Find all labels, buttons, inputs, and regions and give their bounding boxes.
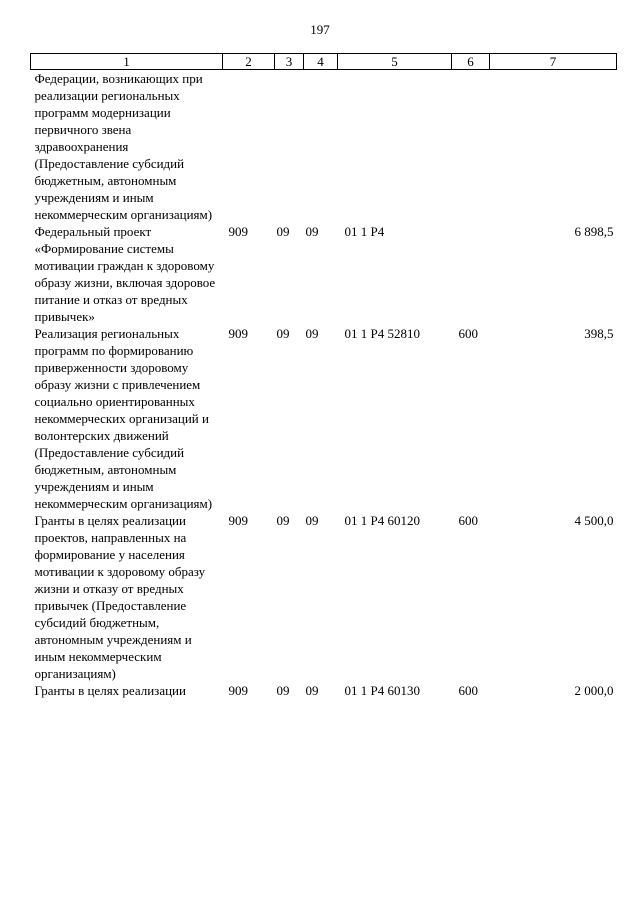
amount-cell (490, 70, 617, 224)
target-code-cell: 01 1 Р4 60130 (344, 683, 420, 698)
amount-cell: 4 500,0 (574, 513, 614, 528)
target-code-cell (338, 70, 452, 224)
subsection-code-cell: 09 (305, 326, 319, 341)
expense-type-cell (452, 223, 490, 325)
ministry-code-cell (223, 70, 275, 224)
row-name-cell: Гранты в целях реализации (34, 683, 186, 698)
header-cell-6: 6 (452, 54, 490, 70)
header-cell-2: 2 (223, 54, 275, 70)
section-code-cell: 09 (276, 513, 290, 528)
expense-type-cell: 600 (458, 683, 478, 698)
section-code-cell: 09 (276, 683, 290, 698)
header-cell-3: 3 (275, 54, 304, 70)
header-cell-7: 7 (490, 54, 617, 70)
expense-type-cell: 600 (458, 326, 478, 341)
row-name-cell: Федеральный проект «Формирование системы мотивации граждан к здоровому образу жизни, включая здоровое питание и отказ от вредных привычек» (34, 224, 216, 324)
target-code-cell: 01 1 Р4 60120 (344, 513, 420, 528)
ministry-code-cell: 909 (228, 224, 248, 239)
header-cell-5: 5 (338, 54, 452, 70)
table-row (31, 70, 617, 224)
section-code-cell (275, 70, 304, 224)
ministry-code-cell: 909 (228, 326, 248, 341)
ministry-code-cell: 909 (228, 683, 248, 698)
section-code-cell: 09 (276, 326, 290, 341)
ministry-code-cell: 909 (228, 513, 248, 528)
expense-type-cell (452, 70, 490, 224)
subsection-code-cell: 09 (305, 683, 319, 698)
row-name-cell: Гранты в целях реализации проектов, направленных на формирование у населения мотивации к здоровому образу жизни и отказу от вредных привычек (Предоставление субсидий бюджетным, автономным учреждениям и иным некоммерческим организациям) (34, 513, 206, 681)
row-name-cell: Реализация региональных программ по формированию приверженности здоровому образу жизни с привлечением социально ориентированных некоммерческих организаций и волонтерских движений (Предоставление субсидий бюджетным, автономным учреждениям и иным некоммерческим организациям) (34, 326, 213, 511)
header-cell-4: 4 (304, 54, 338, 70)
table-row (31, 223, 617, 325)
target-code-cell: 01 1 Р4 52810 (344, 326, 420, 341)
row-name-cell: Федерации, возникающих при реализации региональных программ модернизации первичного звена здравоохранения (Предоставление субсидий бюджетным, автономным учреждениям и иным некоммерческим организациям) (34, 71, 213, 222)
header-row (31, 54, 617, 70)
section-code-cell: 09 (276, 224, 290, 239)
header-cell-1: 1 (31, 54, 223, 70)
amount-cell: 2 000,0 (574, 683, 614, 698)
subsection-code-cell: 09 (305, 224, 319, 239)
budget-table (30, 53, 617, 699)
subsection-code-cell: 09 (305, 513, 319, 528)
table-row (31, 325, 617, 512)
target-code-cell: 01 1 Р4 (344, 224, 385, 239)
table-row (31, 512, 617, 682)
subsection-code-cell (304, 70, 338, 224)
table-row (31, 682, 617, 699)
page-number: 197 (310, 22, 330, 37)
amount-cell: 6 898,5 (574, 224, 614, 239)
expense-type-cell: 600 (458, 513, 478, 528)
amount-cell: 398,5 (584, 326, 614, 341)
